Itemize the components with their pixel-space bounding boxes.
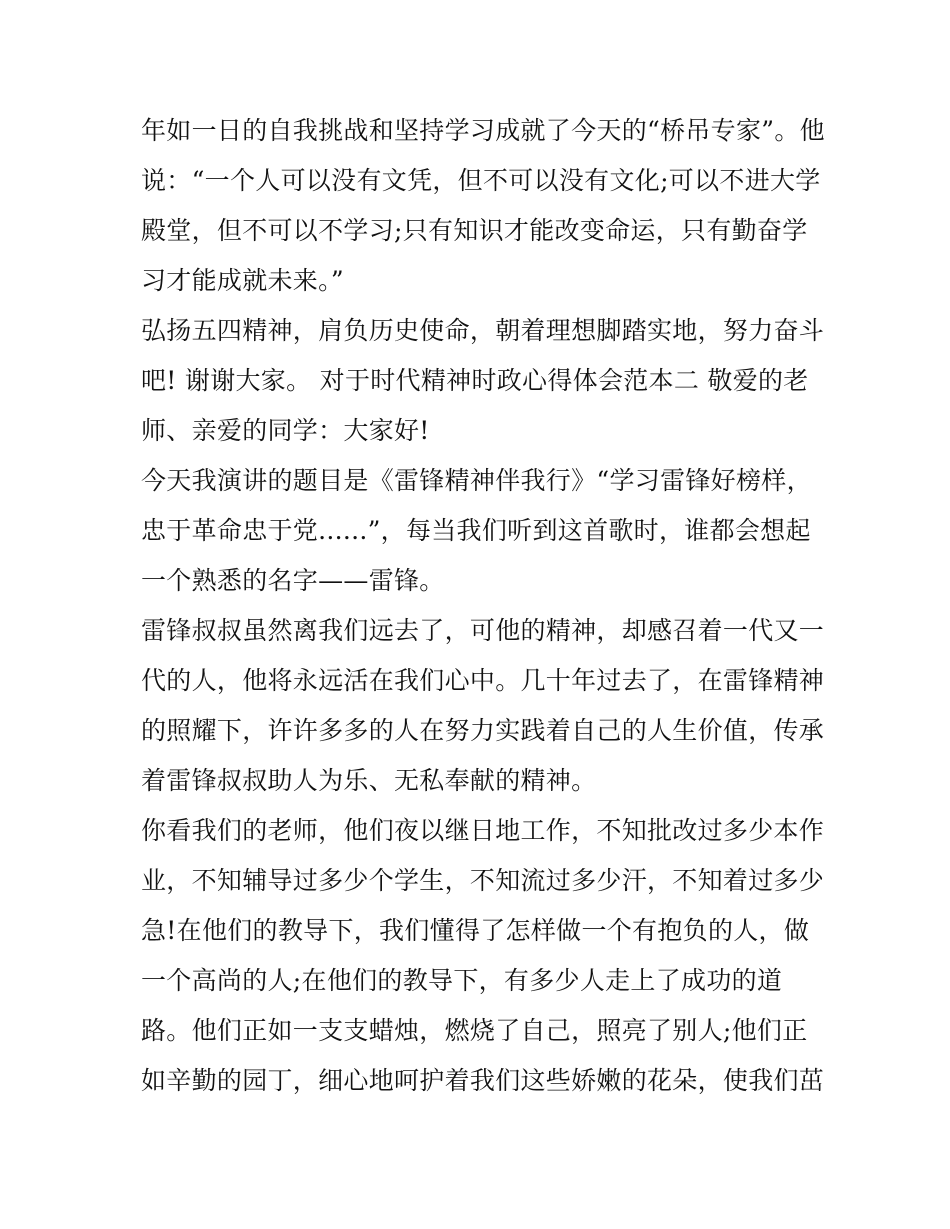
- text-line: 代的人，他将永远活在我们心中。几十年过去了，在雷锋精神: [141, 666, 825, 695]
- text-line: 着雷锋叔叔助人为乐、无私奉献的精神。: [141, 766, 597, 795]
- text-line: 殿堂，但不可以不学习;只有知识才能改变命运，只有勤奋学: [141, 216, 808, 245]
- text-line: 习才能成就未来。”: [141, 266, 344, 295]
- text-line: 业，不知辅导过多少个学生，不知流过多少汗，不知着过多少: [141, 866, 825, 895]
- text-line: 雷锋叔叔虽然离我们远去了，可他的精神，却感召着一代又一: [141, 616, 825, 645]
- text-line: 的照耀下，许许多多的人在努力实践着自己的人生价值，传承: [141, 716, 825, 745]
- text-line: 年如一日的自我挑战和坚持学习成就了今天的“桥吊专家”。他: [141, 116, 825, 145]
- text-line: 路。他们正如一支支蜡烛，燃烧了自己，照亮了别人;他们正: [141, 1016, 808, 1045]
- text-line: 弘扬五四精神，肩负历史使命，朝着理想脚踏实地，努力奋斗: [141, 316, 825, 345]
- text-line: 师、亲爱的同学：大家好!: [141, 416, 430, 445]
- text-line: 忠于革命忠于党......”，每当我们听到这首歌时，谁都会想起: [141, 516, 811, 545]
- text-line: 你看我们的老师，他们夜以继日地工作，不知批改过多少本作: [141, 816, 825, 845]
- text-line: 一个高尚的人;在他们的教导下，有多少人走上了成功的道: [141, 966, 783, 995]
- text-line: 如辛勤的园丁，细心地呵护着我们这些娇嫩的花朵，使我们茁: [141, 1066, 825, 1095]
- text-line: 今天我演讲的题目是《雷锋精神伴我行》“学习雷锋好榜样，: [141, 466, 812, 495]
- text-line: 一个熟悉的名字——雷锋。: [141, 566, 445, 595]
- text-line: 急!在他们的教导下，我们懂得了怎样做一个有抱负的人，做: [141, 916, 810, 945]
- text-line: 吧! 谢谢大家。 对于时代精神时政心得体会范本二 敬爱的老: [141, 366, 809, 395]
- text-line: 说：“一个人可以没有文凭，但不可以没有文化;可以不进大学: [141, 166, 821, 195]
